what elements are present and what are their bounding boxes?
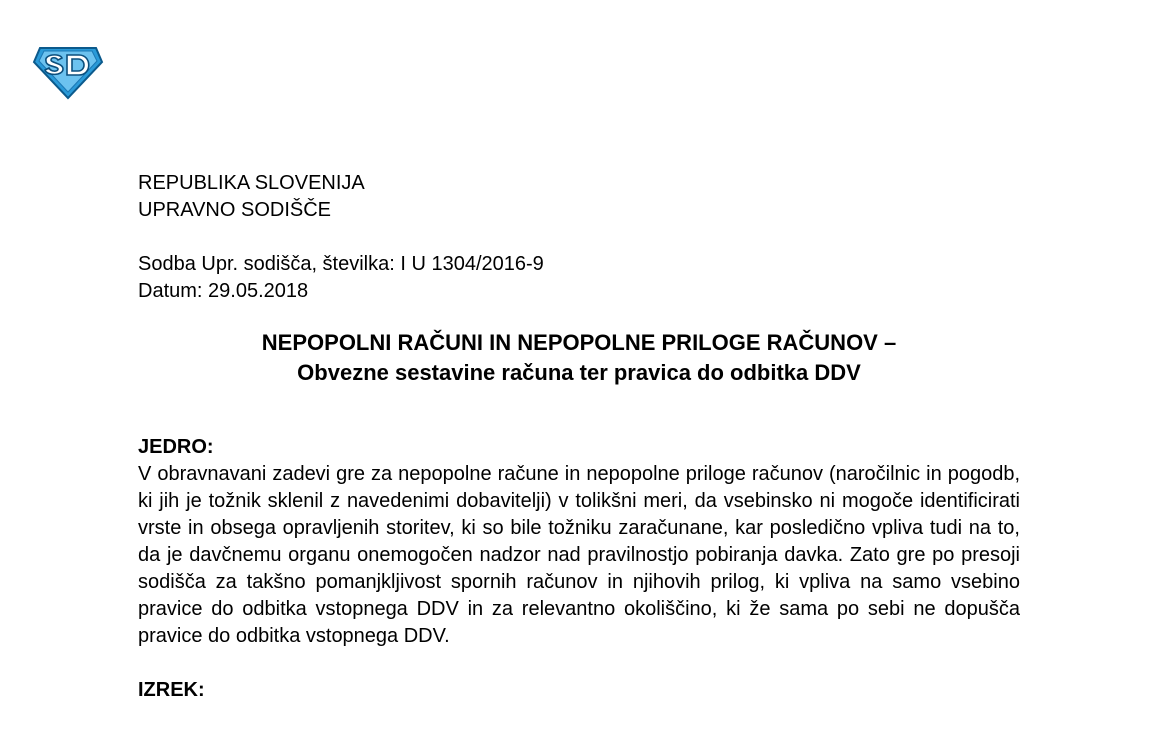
document-title (138, 328, 1020, 388)
title-line-2: Obvezne sestavine računa ter pravica do odbitka DDV (297, 360, 861, 385)
sd-logo (32, 42, 104, 100)
case-number: Sodba Upr. sodišča, številka: I U 1304/2016-9 (138, 253, 544, 275)
sd-diamond-logo-icon (32, 42, 104, 100)
jedro-text: V obravnavani zadevi gre za nepopolne račune in nepopolne priloge računov (naročilnic in pogodb, ki jih je tožnik sklenil z navedenimi dobavitelji) v tolikšni meri, da vsebinsko ni mogoče identificirati vrste in obsega opravljenih storitev, ki so bile tožniku zaračunane, kar posledično vpliva tudi na to, da je davčnemu organu onemogočen nadzor nad pravilnostjo pobiranja davka. Zato gre po presoji sodišča za takšno pomanjkljivost spornih računov in njihovih prilog, ki vpliva na samo vsebino pravice do odbitka vstopnega DDV in za relevantno okoliščino, ki že sama po sebi ne dopušča pravice do odbitka vstopnega DDV. (138, 463, 1020, 647)
jedro-heading: JEDRO: (138, 436, 214, 458)
title-line-1: NEPOPOLNI RAČUNI IN NEPOPOLNE PRILOGE RAČUNOV – (261, 330, 897, 355)
court-name: UPRAVNO SODIŠČE (138, 199, 331, 221)
judgment-meta (138, 251, 1020, 305)
court-header (138, 170, 1020, 224)
republic-name: REPUBLIKA SLOVENIJA (138, 172, 365, 194)
document-body (138, 170, 1020, 704)
judgment-date: Datum: 29.05.2018 (138, 280, 309, 302)
izrek-heading: IZREK: (138, 679, 205, 701)
